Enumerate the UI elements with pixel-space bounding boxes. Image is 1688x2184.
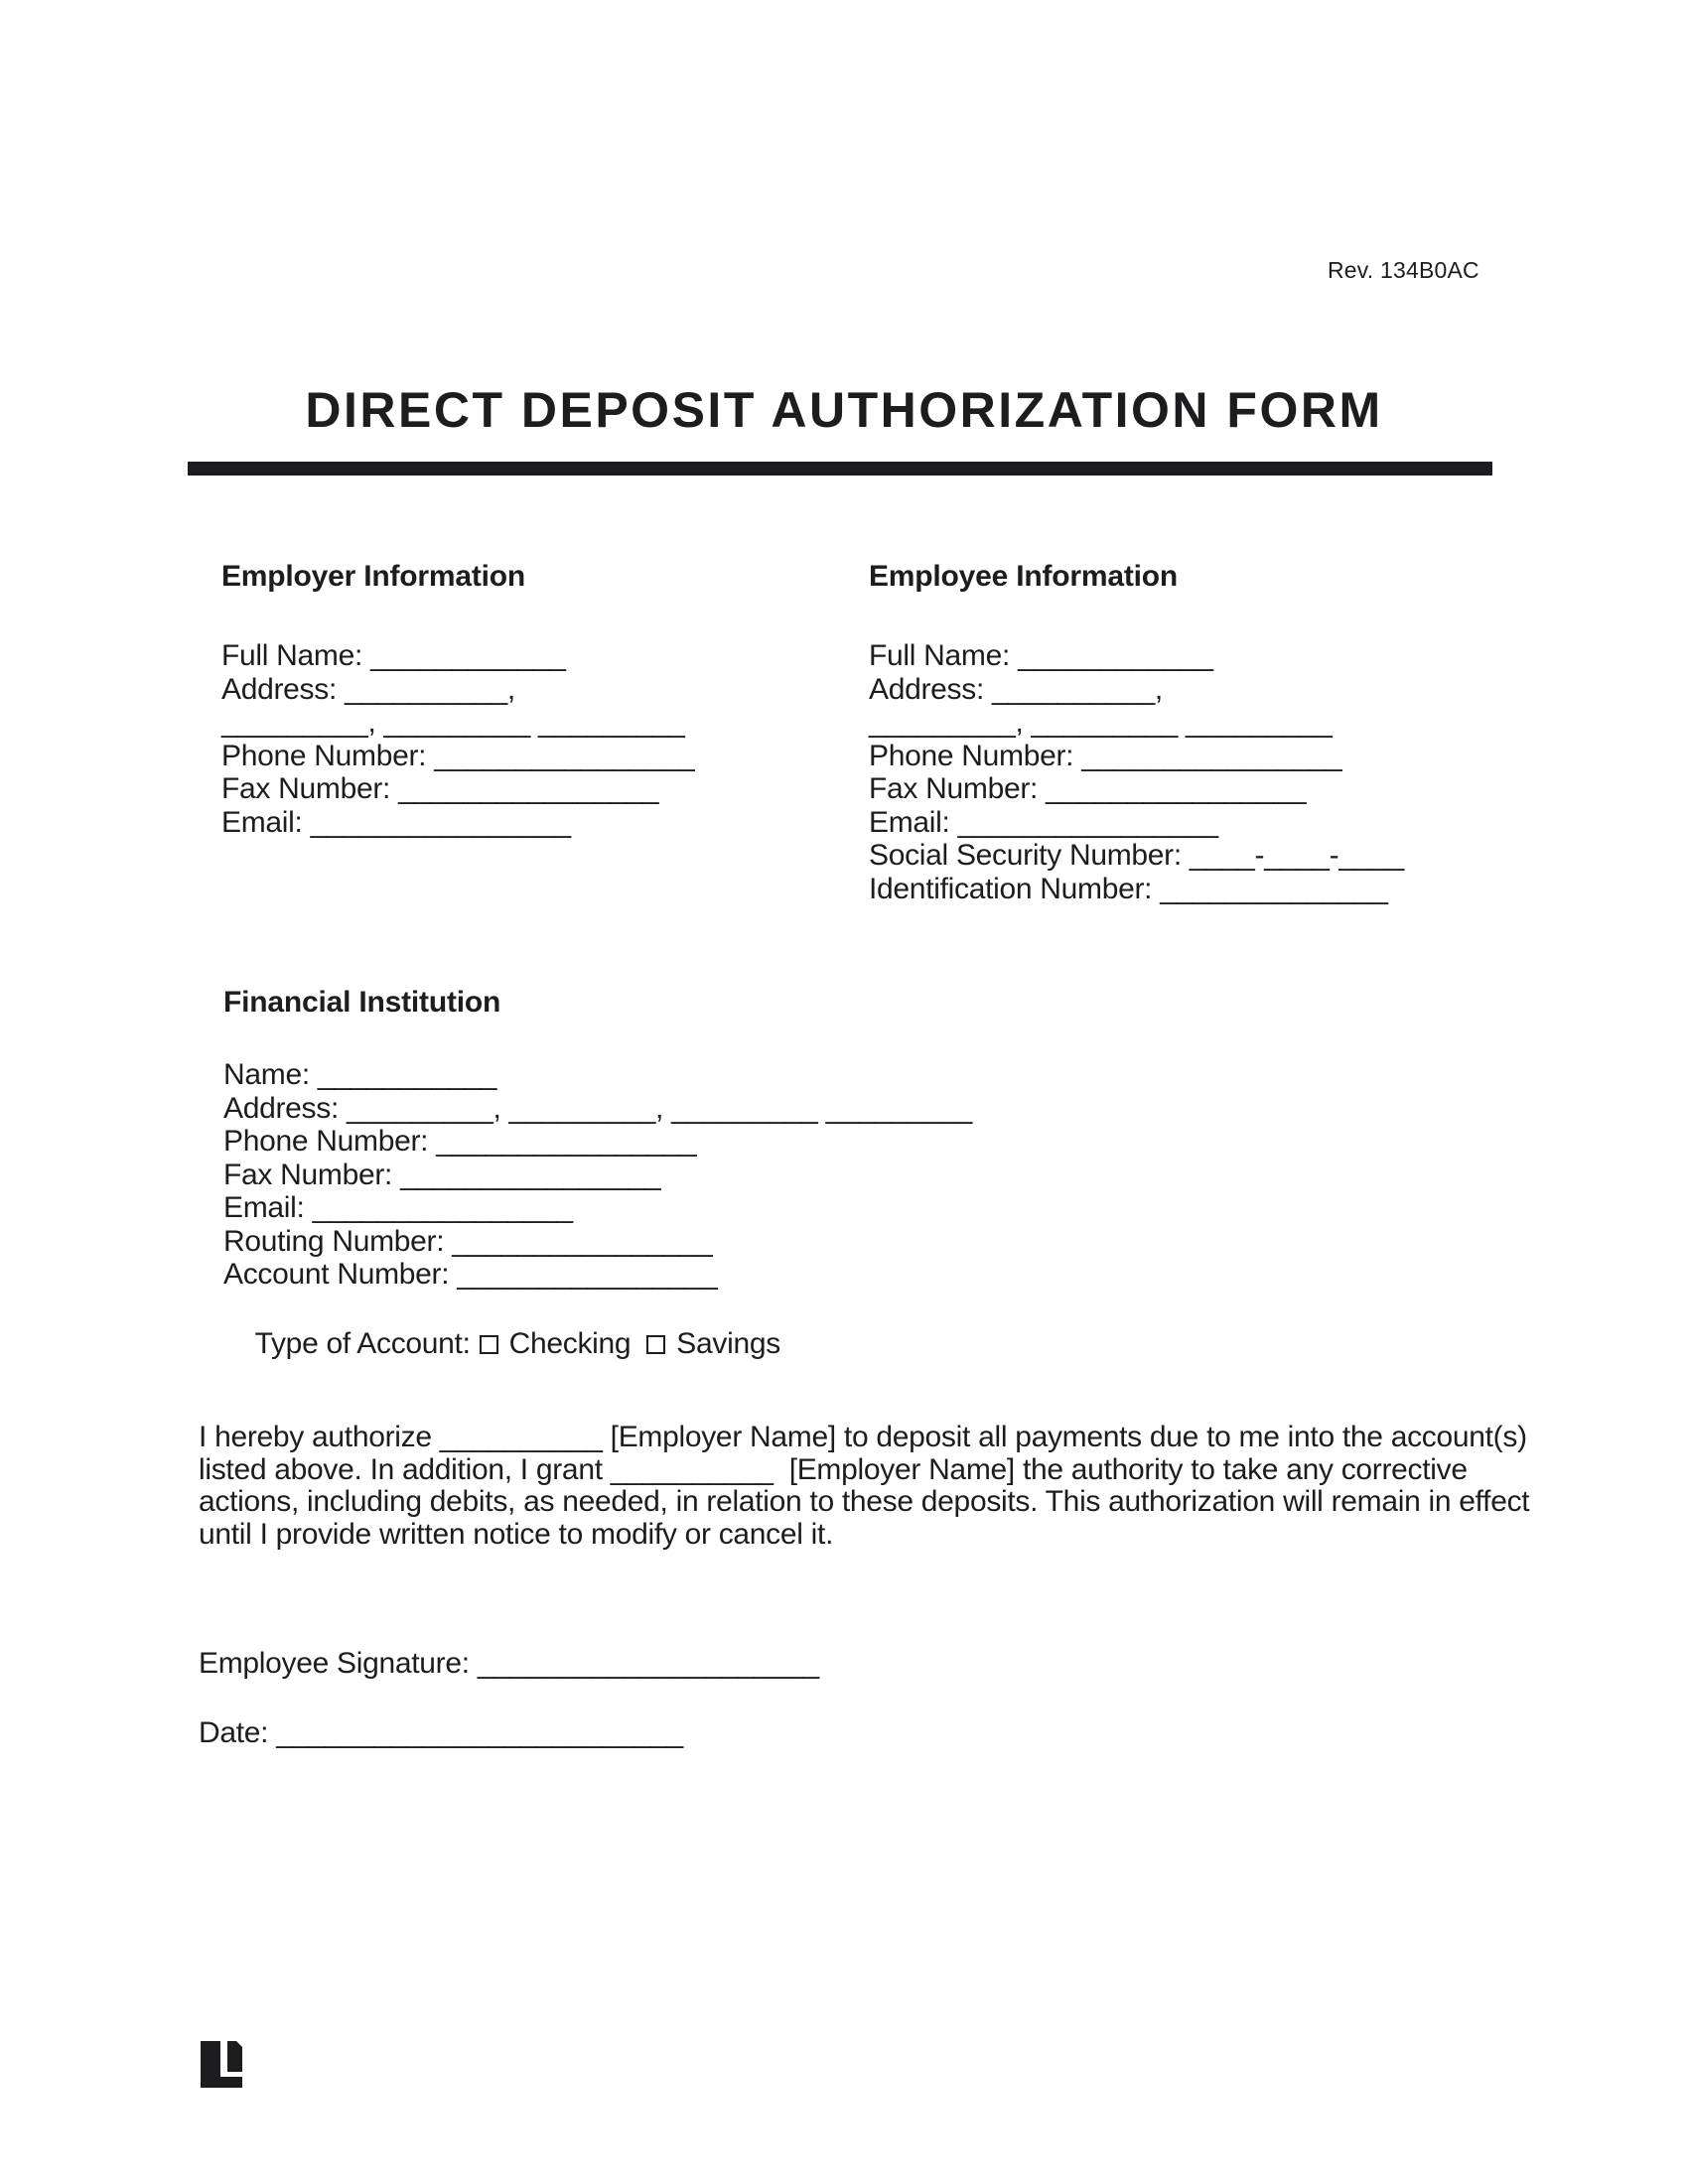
employer-full-name-line: Full Name: ____________ [221, 639, 566, 672]
employer-fax-line: Fax Number: ________________ [221, 772, 659, 805]
legal-templates-logo-icon [201, 2041, 242, 2088]
checking-checkbox-icon [480, 1335, 498, 1354]
date-line: Date: _________________________ [199, 1716, 683, 1749]
type-of-account-line [223, 1294, 780, 1394]
authorization-line: until I provide written notice to modify or cancel it. [199, 1517, 834, 1551]
revision-label: Rev. 134B0AC [1328, 257, 1479, 283]
financial-section-heading: Financial Institution [223, 986, 501, 1019]
financial-phone-line: Phone Number: ________________ [223, 1125, 697, 1158]
employer-email-line: Email: ________________ [221, 805, 571, 839]
authorization-line: listed above. In addition, I grant __________ [Employer Name] the authority to take any corrective [199, 1452, 1468, 1486]
type-of-account-label: Type of Account: [254, 1326, 471, 1360]
financial-routing-number-line: Routing Number: ________________ [223, 1224, 713, 1258]
checking-option-label: Checking [508, 1326, 632, 1360]
financial-fax-line: Fax Number: ________________ [223, 1158, 661, 1191]
savings-checkbox-icon [646, 1335, 665, 1354]
employee-phone-line: Phone Number: ________________ [869, 739, 1342, 772]
financial-name-line: Name: ___________ [223, 1058, 497, 1091]
employee-section [869, 639, 1404, 905]
employee-full-name-line: Full Name: ____________ [869, 639, 1213, 672]
employer-section [221, 639, 694, 839]
authorization-paragraph [199, 1422, 1529, 1551]
employee-signature-line: Employee Signature: _____________________ [199, 1647, 819, 1680]
employer-address-continuation-line: _________, _________ _________ [221, 706, 685, 739]
savings-option-label: Savings [676, 1326, 780, 1360]
financial-email-line: Email: ________________ [223, 1191, 573, 1224]
employee-id-number-line: Identification Number: ______________ [869, 872, 1388, 905]
financial-account-number-line: Account Number: ________________ [223, 1258, 718, 1291]
page-title: DIRECT DEPOSIT AUTHORIZATION FORM [305, 382, 1383, 438]
employee-ssn-line: Social Security Number: ____-____-____ [869, 839, 1404, 872]
title-underline-rule [188, 462, 1492, 476]
employee-fax-line: Fax Number: ________________ [869, 772, 1307, 805]
financial-address-line: Address: _________, _________, _________ _________ [223, 1091, 973, 1125]
employer-phone-line: Phone Number: ________________ [221, 739, 695, 772]
employer-section-heading: Employer Information [221, 560, 526, 593]
authorization-line: actions, including debits, as needed, in relation to these deposits. This authorization will remain in effect [199, 1485, 1530, 1518]
authorization-line: I hereby authorize __________ [Employer Name] to deposit all payments due to me into the account(s) [199, 1421, 1527, 1453]
employee-section-heading: Employee Information [869, 560, 1179, 593]
employer-address-line: Address: __________, [221, 672, 515, 706]
financial-section [223, 1058, 972, 1292]
employee-address-line: Address: __________, [869, 672, 1163, 706]
employee-address-continuation-line: _________, _________ _________ [869, 706, 1333, 739]
employee-email-line: Email: ________________ [869, 805, 1218, 839]
